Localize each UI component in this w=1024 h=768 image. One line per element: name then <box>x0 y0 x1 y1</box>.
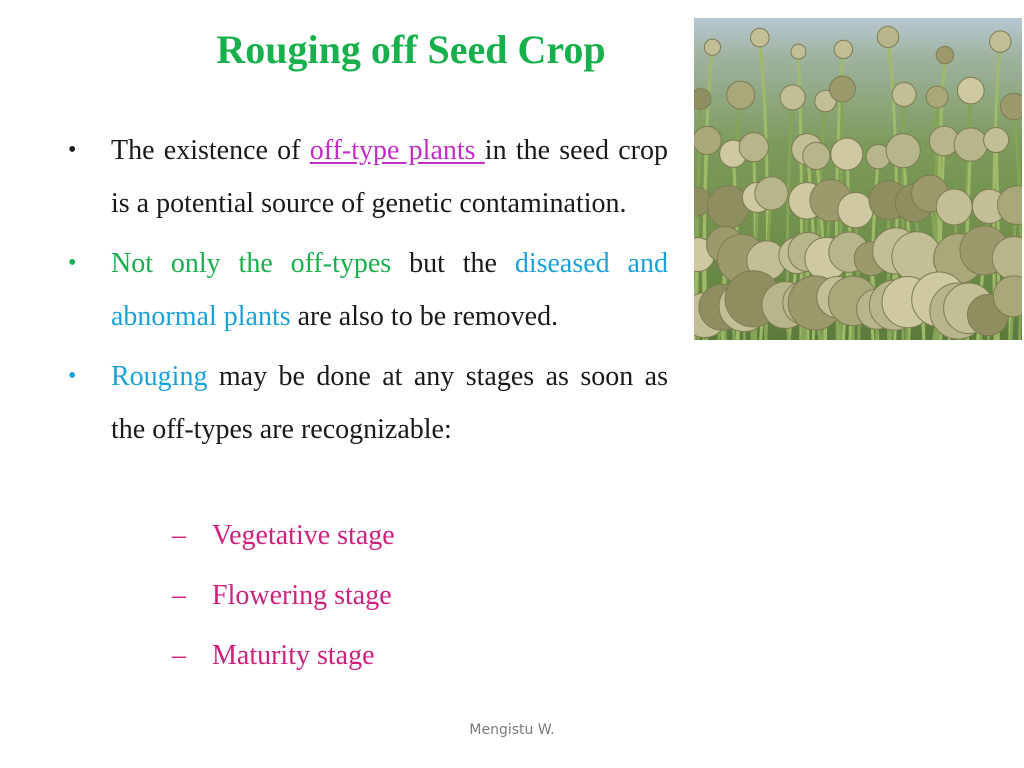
highlight-cyan-text: diseased and abnormal plants <box>111 248 668 332</box>
bullet-item-1 <box>68 124 668 230</box>
bullet-item-3 <box>68 350 668 456</box>
slide-title: Rouging off Seed Crop <box>216 27 606 72</box>
highlight-green-text: Not only the off-types <box>111 248 392 279</box>
off-type-plants-link[interactable]: off-type plants <box>309 135 485 166</box>
bullet-item-2 <box>68 237 668 343</box>
bullet-text: may be done at any stages as soon as the off-types are recognizable: <box>111 361 668 445</box>
stage-label: Vegetative stage <box>212 520 395 551</box>
stage-item-maturity <box>172 636 375 676</box>
bullet-text: but the <box>391 248 515 279</box>
dash-marker: – <box>172 580 186 611</box>
bullet-marker: • <box>68 250 77 276</box>
stage-item-vegetative <box>172 516 395 556</box>
bullet-list <box>68 124 668 463</box>
onion-seed-crop-photo <box>694 18 1022 340</box>
dash-marker: – <box>172 520 186 551</box>
footer-author: Mengistu W. <box>469 722 555 738</box>
stage-item-flowering <box>172 576 392 616</box>
bullet-marker: • <box>68 137 77 163</box>
dash-marker: – <box>172 640 186 671</box>
stage-label: Flowering stage <box>212 580 392 611</box>
stage-label: Maturity stage <box>212 640 375 671</box>
bullet-marker: • <box>68 363 77 389</box>
bullet-text: are also to be removed. <box>290 301 559 332</box>
bullet-text: The existence of <box>111 135 310 166</box>
onion-seed-heads-image <box>694 18 1022 340</box>
bullet-text: in the seed crop is a potential source of genetic contamination. <box>111 135 669 219</box>
highlight-cyan-text: Rouging <box>111 361 208 392</box>
